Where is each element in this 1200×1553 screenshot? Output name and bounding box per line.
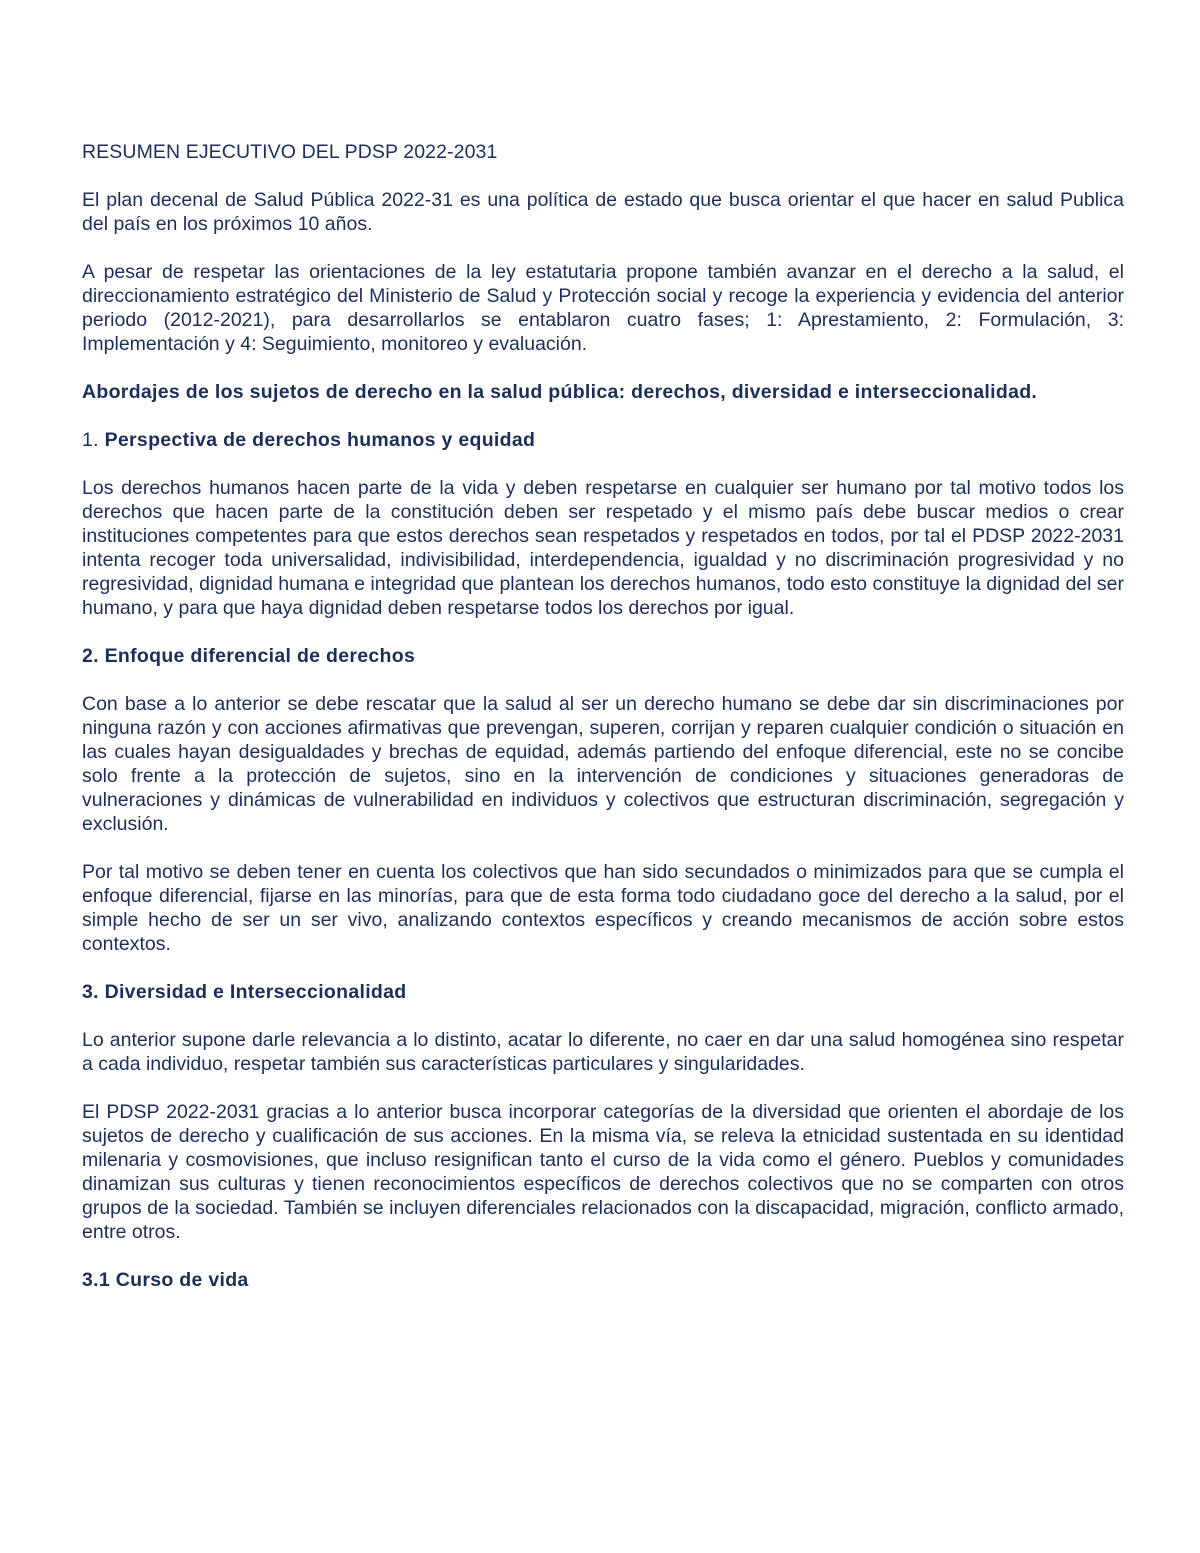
section-1-paragraph: Los derechos humanos hacen parte de la vida y deben respetarse en cualquier ser humano por tal motivo todos los derechos que hacen parte de la constitución deben ser respetado y el mismo país debe buscar medios o crear instituciones competentes para que estos derechos sean respetados y respetados en todos, por tal el PDSP 2022-2031 intenta recoger toda universalidad, indivisibilidad, interdependencia, igualdad y no discriminación progresividad y no regresividad, dignidad humana e integridad que plantean los derechos humanos, todo esto constituye la dignidad del ser humano, y para que haya dignidad deben respetarse todos los derechos por igual. bbox=[82, 477, 1124, 619]
section-3-heading: 3. Diversidad e Interseccionalidad bbox=[82, 981, 407, 1003]
section-3-paragraph-2: El PDSP 2022-2031 gracias a lo anterior busca incorporar categorías de la diversidad que orienten el abordaje de los sujetos de derecho y cualificación de sus acciones. En la misma vía, se releva la etnicidad sustentada en su identidad milenaria y cosmovisiones, que incluso resignifican tanto el curso de la vida como el género. Pueblos y comunidades dinamizan sus culturas y tienen reconocimientos específicos de derechos colectivos que no se comparten con otros grupos de la sociedad. También se incluyen diferenciales relacionados con la discapacidad, migración, conflicto armado, entre otros. bbox=[82, 1101, 1124, 1243]
document-title: RESUMEN EJECUTIVO DEL PDSP 2022-2031 bbox=[82, 141, 498, 163]
section-2-heading: 2. Enfoque diferencial de derechos bbox=[82, 645, 416, 667]
section-1-heading-text: Perspectiva de derechos humanos y equidad bbox=[104, 429, 536, 451]
section-3-1-heading: 3.1 Curso de vida bbox=[82, 1269, 249, 1291]
document-page bbox=[82, 140, 1124, 1316]
section-3-paragraph-1: Lo anterior supone darle relevancia a lo distinto, acatar lo diferente, no caer en dar una salud homogénea sino respetar a cada individuo, respetar también sus características particulares y singularidades. bbox=[82, 1029, 1124, 1075]
intro-paragraph-1: El plan decenal de Salud Pública 2022-31 es una política de estado que busca orientar el que hacer en salud Publica del país en los próximos 10 años. bbox=[82, 189, 1124, 235]
section-1-number: 1. bbox=[82, 429, 105, 451]
section-2-paragraph-2: Por tal motivo se deben tener en cuenta los colectivos que han sido secundados o minimizados para que se cumpla el enfoque diferencial, fijarse en las minorías, para que de esta forma todo ciudadano goce del derecho a la salud, por el simple hecho de ser un ser vivo, analizando contextos específicos y creando mecanismos de acción sobre estos contextos. bbox=[82, 861, 1124, 955]
main-heading: Abordajes de los sujetos de derecho en la salud pública: derechos, diversidad e interseccionalidad. bbox=[82, 381, 1038, 403]
section-1-heading bbox=[82, 428, 1124, 452]
section-2-paragraph-1: Con base a lo anterior se debe rescatar que la salud al ser un derecho humano se debe dar sin discriminaciones por ninguna razón y con acciones afirmativas que prevengan, superen, corrijan y reparen cualquier condición o situación en las cuales hayan desigualdades y brechas de equidad, además partiendo del enfoque diferencial, este no se concibe solo frente a la protección de sujetos, sino en la intervención de condiciones y situaciones generadoras de vulneraciones y dinámicas de vulnerabilidad en individuos y colectivos que estructuran discriminación, segregación y exclusión. bbox=[82, 693, 1124, 835]
intro-paragraph-2: A pesar de respetar las orientaciones de la ley estatutaria propone también avanzar en el derecho a la salud, el direccionamiento estratégico del Ministerio de Salud y Protección social y recoge la experiencia y evidencia del anterior periodo (2012-2021), para desarrollarlos se entablaron cuatro fases; 1: Aprestamiento, 2: Formulación, 3: Implementación y 4: Seguimiento, monitoreo y evaluación. bbox=[82, 261, 1124, 355]
